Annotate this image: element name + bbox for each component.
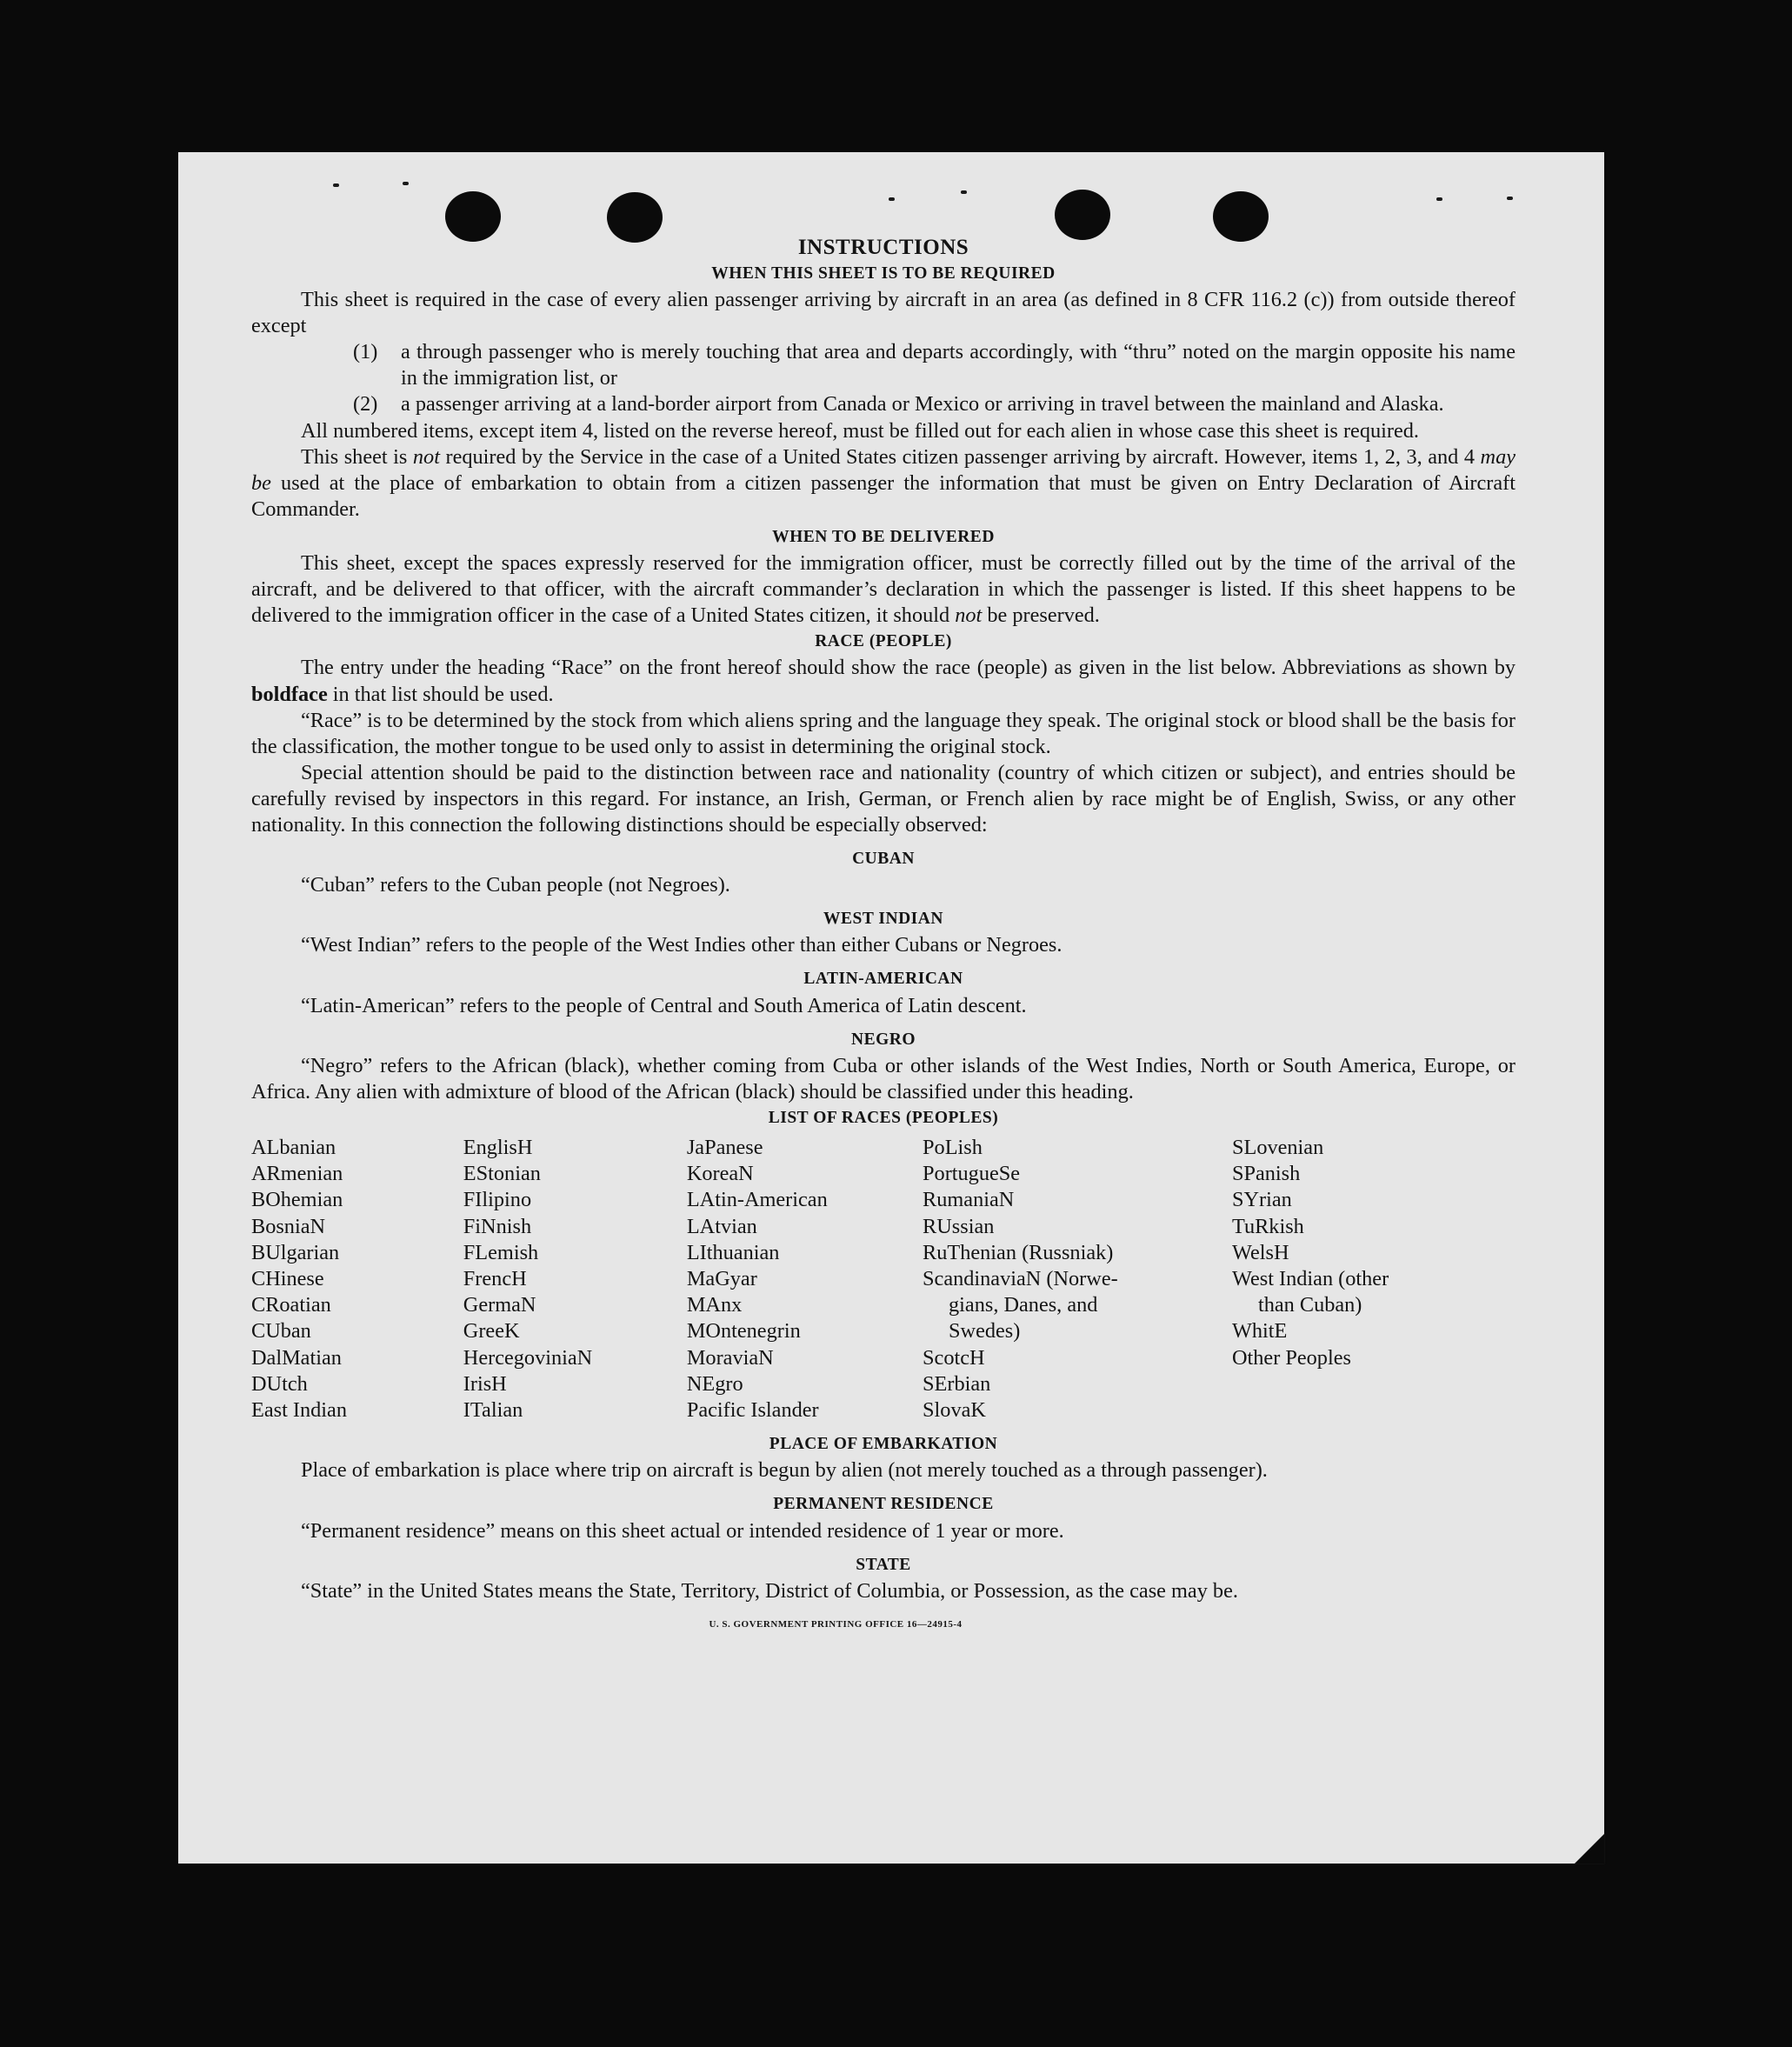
race-item: CUban xyxy=(251,1319,311,1344)
folded-corner xyxy=(1575,1834,1604,1864)
race-item: ITalian xyxy=(463,1398,523,1423)
section-heading: WEST INDIAN xyxy=(823,910,943,929)
section-heading: LIST OF RACES (PEOPLES) xyxy=(768,1108,999,1127)
speck xyxy=(889,197,895,201)
race-item: ScandinaviaN (Norwe- xyxy=(923,1267,1118,1291)
race-item: RumaniaN xyxy=(923,1188,1015,1212)
item-text: a passenger arriving at a land-border airport from Canada or Mexico or arriving in travel between the mainland and Alaska. xyxy=(401,392,1444,417)
race-item: BOhemian xyxy=(251,1188,343,1212)
paragraph: “Permanent residence” means on this sheet actual or intended residence of 1 year or more. xyxy=(301,1518,1064,1543)
punch-hole xyxy=(1055,190,1110,240)
race-item: West Indian (other xyxy=(1231,1267,1389,1291)
page-title: INSTRUCTIONS xyxy=(797,236,969,259)
race-item: than Cuban) xyxy=(1257,1293,1362,1317)
paragraph: “Race” is to be determined by the stock from which aliens spring and the language they speak. The original stock or blood shall be the basis for the classification, the mother tongue to be used only to assist in determining the original stock. xyxy=(251,708,1516,758)
section-heading: RACE (PEOPLE) xyxy=(815,632,952,651)
race-item: Other Peoples xyxy=(1231,1345,1351,1370)
item-number: (1) xyxy=(353,340,378,364)
paragraph: “Latin-American” refers to the people of Central and South America of Latin descent. xyxy=(301,993,1027,1017)
paragraph: Special attention should be paid to the distinction between race and nationality (country of which citizen or subject), and entries should be carefully revised by inspectors in this regard. For instance, an Irish, German, or French alien by race might be of English, Swiss, or any other nationality. In this connection the following distinctions should be especially observed: xyxy=(251,760,1516,837)
section-heading: LATIN-AMERICAN xyxy=(803,970,963,989)
race-item: FLemish xyxy=(463,1240,539,1264)
section-heading: WHEN TO BE DELIVERED xyxy=(772,527,995,546)
race-item: WelsH xyxy=(1231,1240,1289,1264)
speck xyxy=(1436,197,1442,201)
paragraph: This sheet, except the spaces expressly reserved for the immigration officer, must be correctly filled out by the time of the arrival of the aircraft, and be delivered to that officer, with the aircraft commander’s declaration in which the passenger is listed. If this sheet happens to be delivered to the immigration officer in the case of a United States citizen, it should not be preserved. xyxy=(251,551,1516,628)
paragraph: “West Indian” refers to the people of the West Indies other than either Cubans or Negroes. xyxy=(301,933,1063,957)
race-item: PortugueSe xyxy=(923,1162,1021,1186)
section-heading: CUBAN xyxy=(852,850,915,869)
race-item: FiNnish xyxy=(463,1214,532,1238)
section-heading: NEGRO xyxy=(850,1030,916,1049)
race-column xyxy=(687,1135,923,1424)
race-item: LAtin-American xyxy=(686,1188,828,1212)
race-item: SlovaK xyxy=(923,1398,986,1423)
race-item: MoraviaN xyxy=(686,1345,774,1370)
speck xyxy=(333,183,339,187)
race-item: ALbanian xyxy=(251,1136,336,1159)
paragraph: All numbered items, except item 4, listed on the reverse hereof, must be filled out for each alien in whose case this sheet is required. xyxy=(301,418,1419,443)
race-item: CHinese xyxy=(251,1267,324,1291)
race-column xyxy=(463,1135,687,1424)
race-item: DUtch xyxy=(251,1371,308,1396)
race-item: RUssian xyxy=(923,1214,995,1238)
paragraph: This sheet is required in the case of every alien passenger arriving by aircraft in an area (as defined in 8 CFR 116.2 (c)) from outside thereof except xyxy=(251,288,1516,338)
item-number: (2) xyxy=(353,392,378,417)
race-item: LAtvian xyxy=(686,1214,757,1238)
race-item: JaPanese xyxy=(686,1136,763,1159)
printer-imprint: U. S. GOVERNMENT PRINTING OFFICE 16—24915-4 xyxy=(709,1618,963,1630)
race-item: MOntenegrin xyxy=(686,1319,801,1344)
paragraph: The entry under the heading “Race” on the front hereof should show the race (people) as given in the list below. Abbreviations as shown by boldface in that list should be used. xyxy=(251,656,1516,706)
race-item: ARmenian xyxy=(251,1162,343,1186)
race-column xyxy=(251,1135,463,1424)
race-list xyxy=(251,1135,1516,1424)
race-item: GreeK xyxy=(463,1319,520,1344)
race-item: EStonian xyxy=(463,1162,541,1186)
race-item: TuRkish xyxy=(1231,1214,1304,1238)
race-item: BosniaN xyxy=(251,1214,326,1238)
race-item: PoLish xyxy=(923,1136,983,1159)
race-item: East Indian xyxy=(251,1398,347,1423)
race-item: MaGyar xyxy=(686,1267,757,1291)
paragraph: This sheet is not required by the Service in the case of a United States citizen passenger arriving by aircraft. However, items 1, 2, 3, and 4 may be used at the place of embarkation to obtain from a citizen passenger the information that must be given on Entry Declaration of Aircraft Commander. xyxy=(251,444,1516,521)
race-item: RuThenian (Russniak) xyxy=(923,1240,1114,1264)
section-heading: WHEN THIS SHEET IS TO BE REQUIRED xyxy=(711,264,1056,283)
race-item: SYrian xyxy=(1231,1188,1292,1212)
paragraph: Place of embarkation is place where trip on aircraft is begun by alien (not merely touched as a through passenger). xyxy=(301,1458,1268,1483)
race-item: Pacific Islander xyxy=(686,1398,819,1423)
paragraph: “Cuban” refers to the Cuban people (not Negroes). xyxy=(301,873,730,897)
list-item xyxy=(353,339,1516,391)
speck xyxy=(961,190,967,194)
race-item: DalMatian xyxy=(251,1345,342,1370)
section-heading: PLACE OF EMBARKATION xyxy=(769,1435,998,1454)
race-item: HercegoviniaN xyxy=(463,1345,593,1370)
race-item: FIlipino xyxy=(463,1188,532,1212)
race-item: GermaN xyxy=(463,1293,536,1317)
speck xyxy=(1507,197,1513,200)
race-item: SErbian xyxy=(923,1371,991,1396)
section-heading: PERMANENT RESIDENCE xyxy=(773,1495,994,1514)
race-item: MAnx xyxy=(686,1293,743,1317)
race-item: KoreaN xyxy=(686,1162,754,1186)
race-item: SPanish xyxy=(1231,1162,1301,1186)
race-item: WhitE xyxy=(1231,1319,1288,1344)
paragraph: “State” in the United States means the State, Territory, District of Columbia, or Possession, as the case may be. xyxy=(301,1578,1238,1603)
race-item: SLovenian xyxy=(1231,1136,1324,1159)
race-item: ScotcH xyxy=(923,1345,985,1370)
document-sheet xyxy=(178,152,1604,1864)
speck xyxy=(403,182,409,185)
race-item: NEgro xyxy=(686,1371,743,1396)
paragraph: “Negro” refers to the African (black), whether coming from Cuba or other islands of the West Indies, North or South America, Europe, or Africa. Any alien with admixture of blood of the African (black) should be classified under this heading. xyxy=(251,1053,1516,1104)
section-heading: STATE xyxy=(856,1555,911,1574)
race-item: Swedes) xyxy=(949,1319,1021,1344)
race-item: IrisH xyxy=(463,1371,507,1396)
race-item: gians, Danes, and xyxy=(949,1293,1098,1317)
document-body xyxy=(251,235,1516,1637)
race-column xyxy=(1162,1135,1516,1424)
list-item xyxy=(353,391,1516,417)
item-text: a through passenger who is merely touching that area and departs accordingly, with “thru” noted on the margin opposite his name in the immigration list, or xyxy=(401,340,1516,390)
race-item: FrencH xyxy=(463,1267,527,1291)
race-column xyxy=(923,1135,1162,1424)
race-item: CRoatian xyxy=(251,1293,331,1317)
race-item: EnglisH xyxy=(463,1136,533,1159)
race-item: LIthuanian xyxy=(686,1240,780,1264)
race-item: BUlgarian xyxy=(251,1240,340,1264)
